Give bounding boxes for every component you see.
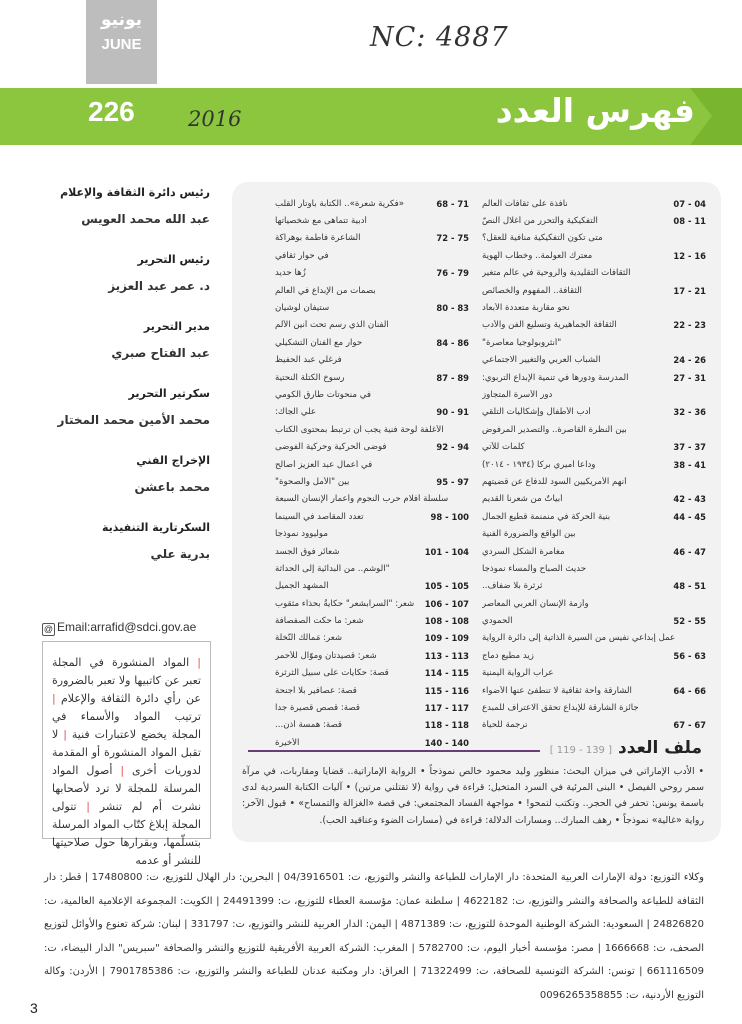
toc-title: قصة: حكايات على سبيل الثرثرة [275,668,389,679]
toc-entry [275,595,475,612]
toc-title: شعائر فوق الجسد [275,546,340,557]
toc-title: المدرسة ودورها في تنمية الإبداع التربوي: [482,372,629,383]
toc-pages: 109 - 109 [424,633,469,644]
toc-pages: 12 - 16 [673,250,706,261]
staff-role: الإخراج الفني [136,454,210,467]
toc-title: «فكرية شعرة».. الكتابة بأوتار القلب [275,198,405,209]
bullet-mark: | [112,764,125,777]
toc-entry [482,334,712,351]
toc-title: أنهم الأمريكيين السود للدفاع عن قضيتهم [482,476,627,487]
file-section-text: • الأدب الإماراتي في ميزان البحث: منظور وليد محمود خالص نموذجاً • الرواية الإماراتية.. قضايا ومقاربات، في مرآة سمر روحي الفيصل • البنى المرئية في السرد المتخيل: قراءة في رواية (لا تقتلني مرتين) • آليات الكتابة السردية لدى باسمة يونس: تحفر في الحجر.. وتكتب لتمحو! • مواجهة الفساد المجتمعي: في قصة «الغزالة والتمساح» • قبول الآخر: رواية «غالية» نموذجاً • رهف المبارك.. ومسارات الدلالة: قراءة في (مسارات الضوء وعناقيد الحب). [242,766,704,826]
toc-pages: 115 - 116 [424,685,469,696]
toc-pages: 42 - 43 [673,494,706,505]
toc-title: وداعاً أميري بركا (١٩٣٤ - ٢٠١٤) [482,459,596,470]
toc-entry [482,578,712,595]
toc-pages: 90 - 91 [436,407,469,418]
disclaimer-item: أصول المواد المرسلة للمجلة لا ترد لأصحابها نشرت أم لم تنشر [52,764,202,813]
toc-title: تعدد المقاصد في السينما [275,511,364,522]
toc-pages: 56 - 63 [673,650,706,661]
toc-entry [275,230,475,247]
toc-entry [275,543,475,560]
toc-title: زُها حديد [275,268,306,279]
toc-pages: 64 - 66 [673,685,706,696]
toc-title: قصة: عصافير بلا أجنحة [275,685,357,696]
toc-pages: 105 - 105 [424,581,469,592]
toc-entry [482,282,712,299]
toc-title: شعر: مَمالك النَّخلة [275,633,343,644]
toc-pages: 80 - 83 [436,303,469,314]
toc-entry [482,212,712,229]
toc-entry [275,508,475,525]
toc-pages: 108 - 108 [424,616,469,627]
toc-pages: 92 - 94 [436,442,469,453]
staff-name: عبد الفتاح صبري [111,346,210,360]
toc-entry [275,665,475,682]
toc-title: الثقافة.. المفهوم والخصائص [482,285,582,296]
bullet-mark: | [52,692,56,705]
toc-title: الفنان الذي رسم تحت أنين الألم [275,320,389,331]
toc-title: بين الواقع والضرورة الفنية [482,529,576,540]
toc-entry [275,491,475,508]
file-section-title [550,738,702,758]
toc-column-left [275,195,475,752]
toc-pages: 106 - 107 [424,598,469,609]
disclaimer-box [42,641,211,867]
toc-pages: 117 - 117 [424,703,469,714]
toc-entry [482,299,712,316]
toc-entry [275,734,475,751]
file-section-heading: ملف العدد [618,738,702,758]
toc-entry [275,421,475,438]
toc-entry [275,352,475,369]
disclaimer-item: لا تقبل المواد المنشورة أو المقدمة لدوريات أخرى [52,728,201,777]
toc-title: نافذة على ثقافات العالم [482,198,568,209]
toc-title: بين "الأمل والصحوة" [275,476,350,487]
toc-pages: 27 - 31 [673,372,706,383]
toc-title: في منحوتات طارق الكومي [275,389,371,400]
toc-entry [482,543,712,560]
toc-title: عمل إبداعي نفيس من السيرة الذاتية إلى دائرة الرواية [482,633,676,644]
toc-entry [275,612,475,629]
staff-role: سكرتير التحرير [128,387,210,400]
staff-name: عبد الله محمد العويس [81,212,210,226]
toc-title: "أنثروبولوجيا معاصرة" [482,337,562,348]
toc-entry [275,386,475,403]
toc-entry [482,473,712,490]
toc-pages: 113 - 113 [424,650,469,661]
toc-pages: 87 - 89 [436,372,469,383]
toc-entry [275,334,475,351]
toc-title: رسوخ الكتلة النحتية [275,372,345,383]
toc-pages: 07 - 04 [673,198,706,209]
file-section-range: [ 119 - 139 ] [549,745,613,756]
toc-pages: 48 - 51 [673,581,706,592]
month-arabic: يونيو [100,10,143,30]
toc-title: موليوود نموذجاً [275,529,328,540]
toc-entry [482,352,712,369]
toc-pages: 68 - 71 [436,198,469,209]
page-title: فهرس العدد [495,91,695,130]
disclaimer-item: ترتيب المواد والأسماء في المجلة يخضع لاعتبارات فنية [52,710,201,741]
toc-entry [275,212,475,229]
toc-title: شعر: قصيدتان وموّال للأحمر [275,650,377,661]
disclaimer-item: المواد المنشورة في المجلة تعبر عن كاتبيها ولا تعبر بالضرورة عن رأي دائرة الثقافة والإعلام [52,656,201,705]
staff-role: رئيس التحرير [137,253,210,266]
toc-title: أدب الأطفال وإشكاليات التلقي [482,407,591,418]
handwritten-year: 2016 [188,107,242,131]
distribution-agents: وكلاء التوزيع: دولة الإمارات العربية المتحدة: دار الإمارات للطباعة والنشر والتوزيع، ت: 04/3916501 | البحرين: دار الهلال للتوزيع، ت: 17480800 | قطر: دار الثقافة للطباعة والصحافة والنشر والتوزيع، ت: 4622182 | سلطنة عمان: مؤسسة العطاء للتوزيع، ت: 24491399 | الكويت: المجموعة الإعلامية العالمية، ت: 24826820 | السعودية: الشركة الوطنية الموحدة للتوزيع، ت: 4871389 | اليمن: الدار العربية للنشر والتوزيع، ت: 331797 | لبنان: شركة تعنوع والأوائل لتوزيع الصحف، ت: 1666668 | مصر: مؤسسة أخبار اليوم، ت: 5782700 | المغرب: الشركة العربية الأفريقية للتوزيع والنشر والصحافة "سبريس" الدار البيضاء، ت: 661116509 | تونس: الشركة التونسية للصحافة، ت: 71322499 | العراق: دار ومكتبة عدنان للطباعة والنشر والتوزيع، ت: 7901785386 | الأردن: وكالة التوزيع الأردنية، ت: 0096265358855 [44,872,705,1001]
toc-title: بين النظرة القاصرة.. والتصدير المرفوض [482,424,627,435]
staff-role: السكرتارية التنفيذية [101,521,210,534]
toc-entry [482,525,712,542]
toc-title: "الوشم.. من البدائية إلى الحداثة [275,563,390,574]
toc-title: مغامرة الشكل السردي [482,546,565,557]
toc-entry [275,299,475,316]
toc-title: جائزة الشارقة للإبداع تحقق الاعتراف للمبدع [482,703,639,714]
toc-title: الشارقة واحة ثقافية لا تنطفئ عنها الأضواء [482,685,632,696]
toc-title: دور الأسرة المتجاوز [482,389,553,400]
toc-entry [275,525,475,542]
toc-title: في حوار ثقافي [275,250,329,261]
bullet-mark: | [189,656,202,669]
toc-entry [482,491,712,508]
toc-pages: 101 - 104 [424,546,469,557]
toc-title: الشباب العربي والتغيير الاجتماعي [482,355,601,366]
bullet-mark: | [76,800,91,813]
toc-entry [275,647,475,664]
toc-pages: 32 - 36 [673,407,706,418]
toc-title: الأغلفة لوحة فنية يجب أن ترتبط بمحتوى الكتاب [275,424,444,435]
toc-entry [275,682,475,699]
disclaimer-item: تتولى المجلة إبلاغ كتّاب المواد المرسلة بتسلّمها، وبقرارها حول صلاحيتها للنشر أو عدمه [52,800,201,867]
handwritten-code: NC: 4887 [370,22,509,53]
toc-pages: 140 - 140 [424,737,469,748]
toc-entry [275,195,475,212]
toc-pages: 24 - 26 [673,355,706,366]
staff-name: محمد باعشن [134,480,210,494]
toc-title: في أعمال عبد العزيز أصالح [275,459,373,470]
toc-title: بصمات من الإبداع في العالم [275,285,376,296]
toc-entry [482,456,712,473]
toc-entry [482,508,712,525]
toc-pages: 114 - 115 [424,668,469,679]
toc-pages: 46 - 47 [673,546,706,557]
toc-pages: 76 - 79 [436,268,469,279]
toc-entry [482,699,712,716]
toc-title: وأزمة الإنسان العربي المعاصر [482,598,589,609]
toc-title: حديث الصباح والمساء نموذجاً [482,563,587,574]
toc-title: بنية الحركة في منمنمة قطيع الجمال [482,511,611,522]
toc-title: أبياتٌ من شعرنا القديم [482,494,563,505]
toc-entry [275,699,475,716]
bullet-mark: | [58,728,67,741]
toc-title: الحمودي [482,616,513,627]
toc-title: عراب الرواية اليمنية [482,668,554,679]
toc-entry [275,265,475,282]
toc-entry [482,230,712,247]
toc-title: الثقافات التقليدية والروحية في عالم متغير [482,268,631,279]
toc-title: ستيفان لوشيان [275,303,330,314]
toc-pages: 95 - 97 [436,476,469,487]
toc-title: كلمات للآتي [482,442,525,453]
toc-title: شعر: ما حكت الصفصافة [275,616,364,627]
staff-list [38,186,210,588]
toc-entry [275,438,475,455]
toc-entry [482,630,712,647]
email-text: Email:arrafid@sdci.gov.ae [57,620,197,634]
toc-pages: 08 - 11 [673,216,706,227]
staff-name: د. عمر عبد العزيز [108,279,210,293]
toc-entry [275,369,475,386]
issue-number: 226 [88,96,135,127]
toc-pages: 98 - 100 [430,511,469,522]
toc-entry [275,630,475,647]
page-number: 3 [30,1000,38,1016]
toc-title: سلسلة أفلام حرب النجوم وأعمار الإنسان السبعة [275,494,449,505]
staff-role: مدير التحرير [143,320,210,333]
toc-pages: 22 - 23 [673,320,706,331]
toc-pages: 84 - 86 [436,337,469,348]
file-section-rule [248,750,540,752]
toc-entry [482,386,712,403]
staff-name: بدرية علي [150,547,210,561]
toc-entry [275,560,475,577]
toc-pages: 72 - 75 [436,233,469,244]
toc-entry [482,438,712,455]
toc-entry [482,265,712,282]
staff-role: رئيس دائرة الثقافة والإعلام [60,186,210,199]
toc-title: نحو مقاربة متعددة الأبعاد [482,303,570,314]
toc-entry [482,421,712,438]
toc-entry [482,682,712,699]
toc-entry [275,456,475,473]
toc-title: معترك العولمة.. وخطاب الهوية [482,250,593,261]
toc-entry [275,282,475,299]
toc-pages: 37 - 37 [673,442,706,453]
toc-title: زيد مطيع دماج [482,650,534,661]
toc-entry [482,665,712,682]
toc-title: الأخيرة [275,737,300,748]
toc-title: علي الجاك: [275,407,317,418]
at-sign-icon: @ [43,624,54,634]
toc-title: الثقافة الجماهيرية وتسليع الفن والأدب [482,320,617,331]
toc-column-right [482,195,712,734]
toc-entry [275,717,475,734]
toc-title: الشاعرة فاطمة بوهراكة [275,233,361,244]
toc-title: شعر: "السرابشعر" حكايةُ بحذاء مثقوب [275,598,415,609]
toc-entry [482,317,712,334]
toc-title: قصة: قصص قصيرة جداً [275,703,360,714]
toc-entry [482,369,712,386]
toc-title: أدبية تتماهى مع شخصياتها [275,216,367,227]
toc-entry [275,247,475,264]
toc-entry [482,247,712,264]
toc-entry [482,560,712,577]
toc-entry [482,612,712,629]
toc-title: المشهد الجميل [275,581,329,592]
toc-entry [275,317,475,334]
month-badge [86,0,157,84]
toc-pages: 17 - 21 [673,285,706,296]
staff-name: محمد الأمين محمد المختار [57,413,210,427]
toc-title: ثرثرة بلا ضفاف.. [482,581,543,592]
toc-pages: 38 - 41 [673,459,706,470]
toc-pages: 67 - 67 [673,720,706,731]
toc-entry [482,404,712,421]
toc-title: متى تكون التفكيكية منافية للعقل؟ [482,233,603,244]
toc-entry [482,195,712,212]
toc-title: فوضى الحركية وحركية الفوضى [275,442,387,453]
toc-title: قصة: همسة أذن... [275,720,343,731]
toc-entry [275,404,475,421]
toc-pages: 118 - 118 [424,720,469,731]
toc-title: فرغلي عبد الحفيظ [275,355,342,366]
toc-entry [482,647,712,664]
toc-title: حوار مع الفنان التشكيلي [275,337,363,348]
email-contact[interactable] [42,620,196,636]
toc-title: ترجمة للحياة [482,720,528,731]
toc-pages: 44 - 45 [673,511,706,522]
toc-entry [482,595,712,612]
toc-entry [275,578,475,595]
toc-entry [275,473,475,490]
month-english: JUNE [101,36,142,53]
toc-title: التفكيكية والتحرر من أغلال النصّ [482,216,598,227]
toc-entry [482,717,712,734]
toc-pages: 52 - 55 [673,616,706,627]
